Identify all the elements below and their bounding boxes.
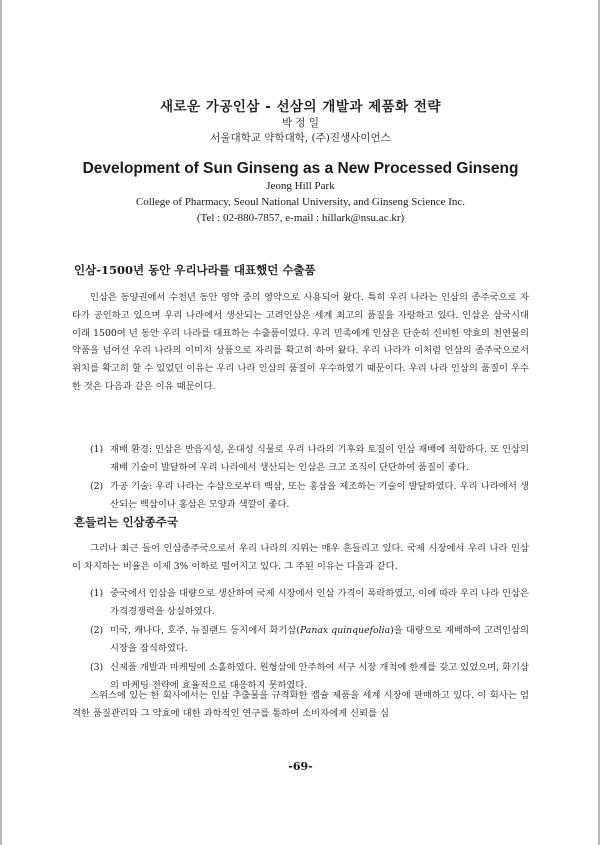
section2-paragraph: 그러나 최근 들어 인삼종주국으로서 우리 나라의 지위는 매우 흔들리고 있다. 국제 시장에서 우리 나라 인삼이 차지하는 비율은 이제 3% 이하로 떨어지고 있다. 그 주된 이유는 다음과 같다. [72, 543, 529, 572]
page-left-edge [0, 0, 2, 845]
section2-list [90, 585, 529, 696]
english-author: Jeong Hill Park [266, 180, 335, 192]
section1-list [90, 441, 529, 515]
list-item: (1) 재배 환경: 인삼은 반음지성, 온대성 식물로 우리 나라의 기후와 토질이 인삼 재배에 적합하다. 또 인삼의 재배 기술이 발달하여 우리 나라에서 생산되는 인삼은 크고 조직이 단단하여 품질이 좋다. [90, 444, 529, 473]
page-number: -69- [288, 760, 313, 773]
contact-info: (Tel : 02-880-7857, e-mail : hillark@nsu.ac.kr) [196, 212, 405, 224]
section1-paragraph: 인삼은 동양권에서 수천년 동안 영약 중의 영약으로 사용되어 왔다. 특히 우리 나라는 인삼의 종주국으로 자타가 공인하고 있으며 우리 나라에서 생산되는 고려인삼은 세계 최고의 품질을 자랑하고 있다. 인삼은 삼국시대 이래 1500여 년 동안 우리 나라를 대표하는 수출품이었다. 우리 민족에게 인삼은 단순히 신비한 약효의 천연물의약품을 넘어선 우리 나라의 이미지 상품으로 자리를 확고히 하여 왔다. 우리 나라가 이처럼 인삼의 종주국으로서 위치를 확고히 할 수 있었던 이유는 우리 나라 인삼의 품질이 우수하였기 때문이다. 우리 나라 인삼의 품질이 우수한 것은 다음과 같은 이유 때문이다. [72, 292, 529, 392]
section-heading-export: 인삼-1500년 동안 우리나라를 대표했던 수출품 [74, 263, 316, 277]
section2-closing-paragraph: 스위스에 있는 한 회사에서는 인삼 추출물을 규격화한 캡슐 제품을 세계 시장에 판매하고 있다. 이 회사는 엄격한 품질관리와 그 약효에 대한 과학적인 연구를 통하여 소비자에게 신뢰를 심 [72, 690, 529, 719]
list-item: (3) 신제품 개발과 마케팅에 소홀하였다. 원형삼에 안주하여 서구 시장 개척에 한계를 갖고 있었으며, 화기삼의 마케팅 전략에 효율적으로 대응하지 못하였다. [90, 662, 529, 691]
list-item: (1) 중국에서 인삼을 대량으로 생산하여 국제 시장에서 인삼 가격이 폭락하였고, 이에 따라 우리 나라 인삼은 가격경쟁력을 상실하였다. [90, 588, 529, 617]
list-item: (2) 가공 기술: 우리 나라는 수삼으로부터 백삼, 또는 홍삼을 제조하는 기술이 발달하였다. 우리 나라에서 생산되는 백삼이나 홍삼은 모양과 색깔이 좋다. [90, 481, 529, 510]
korean-affiliation: 서울대학교 약학대학, (주)진생사이언스 [210, 132, 391, 144]
korean-title: 새로운 가공인삼 - 선삼의 개발과 제품화 전략 [159, 99, 442, 115]
korean-author: 박 정 일 [281, 117, 320, 129]
list-item: (2) 미국, 캐나다, 호주, 뉴질랜드 등지에서 화기삼(Panax quinquefolia)을 대량으로 재배하여 고려인삼의 시장을 잠식하였다. [90, 625, 529, 654]
latin-species-name: Panax quinquefolia [299, 625, 391, 636]
english-title: Development of Sun Ginseng as a New Processed Ginseng [82, 160, 519, 177]
section-heading-shaking: 흔들리는 인삼종주국 [74, 515, 178, 529]
english-affiliation: College of Pharmacy, Seoul National University, and Ginseng Science Inc. [135, 196, 466, 208]
